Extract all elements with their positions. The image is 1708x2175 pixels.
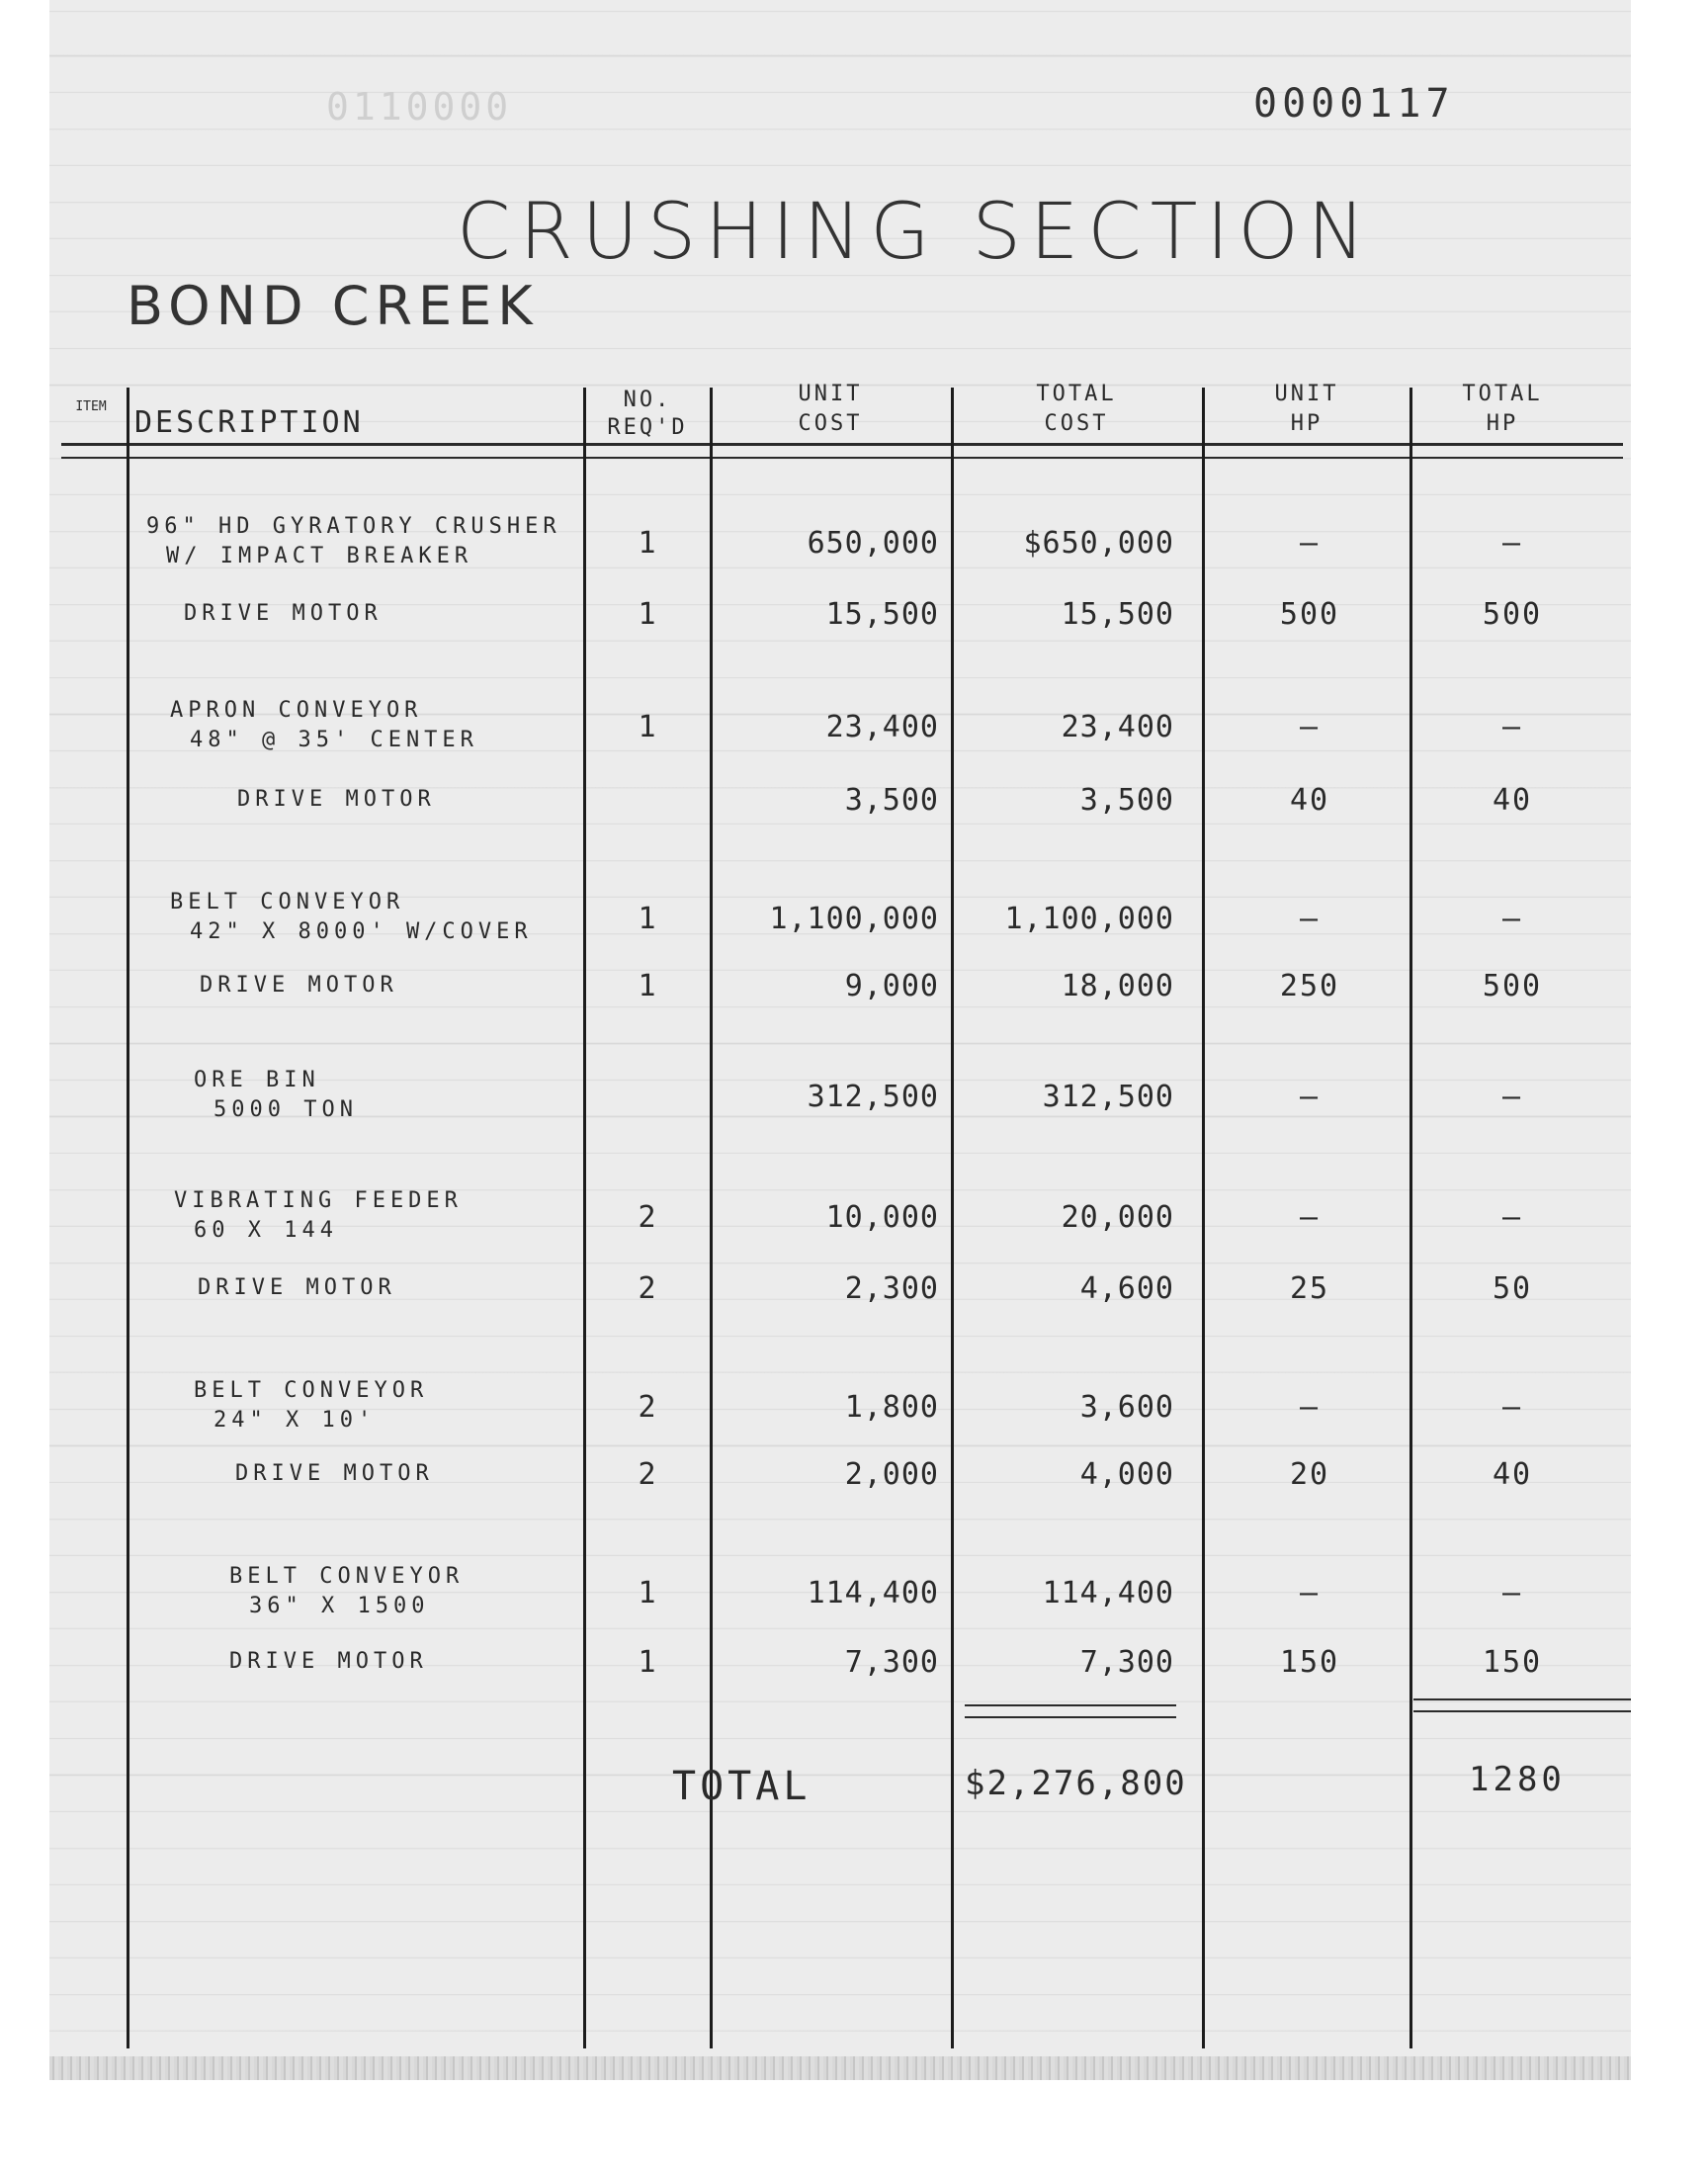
row-total-cost: $650,000 <box>1023 526 1174 561</box>
row-total-cost: 114,400 <box>1042 1576 1174 1610</box>
row-unit-cost: 2,300 <box>844 1271 939 1306</box>
row-total-cost: 4,000 <box>1079 1457 1174 1492</box>
row-description: DRIVE MOTOR <box>184 601 383 626</box>
row-unit-cost: 650,000 <box>807 526 939 561</box>
row-unit-hp: 40 <box>1289 783 1330 818</box>
row-unit-hp: — <box>1299 1576 1321 1610</box>
row-total-hp: 500 <box>1482 969 1543 1003</box>
row-description-detail: 42" X 8000' W/COVER <box>190 919 533 944</box>
row-qty: 1 <box>638 1645 657 1680</box>
row-total-hp: 500 <box>1482 597 1543 632</box>
row-unit-cost: 23,400 <box>825 710 939 744</box>
ghost-document-number: 0110000 <box>326 85 513 129</box>
header-description: DESCRIPTION <box>134 405 364 440</box>
row-description: DRIVE MOTOR <box>229 1649 428 1674</box>
grand-total-cost: $2,276,800 <box>965 1764 1187 1803</box>
row-total-cost: 4,600 <box>1079 1271 1174 1306</box>
row-unit-cost: 312,500 <box>807 1080 939 1114</box>
column-divider-unit-cost <box>951 388 954 2048</box>
header-total-hp-line1: TOTAL <box>1462 382 1543 406</box>
row-total-cost: 18,000 <box>1061 969 1174 1003</box>
row-unit-cost: 15,500 <box>825 597 939 632</box>
header-total-hp-line2: HP <box>1486 411 1519 436</box>
row-qty: 1 <box>638 969 657 1003</box>
header-unit-cost-line1: UNIT <box>798 382 863 406</box>
row-unit-hp: — <box>1299 710 1321 744</box>
row-total-cost: 7,300 <box>1079 1645 1174 1680</box>
row-description: ORE BIN <box>194 1068 320 1092</box>
column-divider-unit-hp <box>1409 388 1412 2048</box>
row-description: BELT CONVEYOR <box>229 1564 465 1589</box>
row-qty: 2 <box>638 1271 657 1306</box>
row-unit-hp: — <box>1299 902 1321 936</box>
row-total-hp: — <box>1501 1576 1523 1610</box>
header-qty-line2: REQ'D <box>607 415 688 440</box>
total-hp-underline-1 <box>1413 1698 1631 1700</box>
row-unit-cost: 10,000 <box>825 1200 939 1235</box>
row-total-hp: — <box>1501 902 1523 936</box>
row-total-cost: 1,100,000 <box>1004 902 1174 936</box>
row-total-cost: 3,500 <box>1079 783 1174 818</box>
total-label: TOTAL <box>672 1764 811 1809</box>
row-total-cost: 23,400 <box>1061 710 1174 744</box>
header-rule-bottom <box>61 457 1623 459</box>
row-description-detail: 5000 TON <box>214 1097 358 1122</box>
scan-edge-strip <box>49 2056 1631 2080</box>
header-unit-hp-line2: HP <box>1290 411 1324 436</box>
row-total-hp: — <box>1501 526 1523 561</box>
row-unit-hp: 250 <box>1279 969 1340 1003</box>
total-cost-underline-2 <box>965 1716 1176 1718</box>
row-qty: 1 <box>638 710 657 744</box>
row-description: DRIVE MOTOR <box>198 1275 396 1300</box>
row-description: 96" HD GYRATORY CRUSHER <box>146 514 561 539</box>
row-qty: 2 <box>638 1200 657 1235</box>
document-number: 0000117 <box>1253 81 1455 127</box>
row-qty: 1 <box>638 902 657 936</box>
row-unit-hp: — <box>1299 1080 1321 1114</box>
row-description: APRON CONVEYOR <box>170 698 423 723</box>
row-total-hp: — <box>1501 710 1523 744</box>
row-total-cost: 312,500 <box>1042 1080 1174 1114</box>
row-qty: 1 <box>638 597 657 632</box>
row-description-detail: 36" X 1500 <box>249 1594 430 1618</box>
column-divider-item <box>127 388 129 2048</box>
header-item: ITEM <box>75 399 107 414</box>
row-description-detail: 48" @ 35' CENTER <box>190 728 478 752</box>
total-cost-underline-1 <box>965 1704 1176 1706</box>
row-description-detail: 60 X 144 <box>194 1218 338 1243</box>
row-qty: 2 <box>638 1457 657 1492</box>
row-description: DRIVE MOTOR <box>237 787 436 812</box>
page-title: CRUSHING SECTION <box>457 188 1375 277</box>
row-unit-cost: 1,100,000 <box>769 902 939 936</box>
row-description-detail: 24" X 10' <box>214 1408 377 1433</box>
row-total-cost: 3,600 <box>1079 1390 1174 1425</box>
total-hp-underline-2 <box>1413 1710 1631 1712</box>
row-unit-cost: 7,300 <box>844 1645 939 1680</box>
row-unit-cost: 1,800 <box>844 1390 939 1425</box>
header-rule-top <box>61 443 1623 446</box>
row-description: DRIVE MOTOR <box>200 973 398 998</box>
row-unit-cost: 114,400 <box>807 1576 939 1610</box>
row-unit-cost: 9,000 <box>844 969 939 1003</box>
page-subtitle: BOND CREEK <box>127 275 539 337</box>
row-total-hp: — <box>1501 1390 1523 1425</box>
row-qty: 1 <box>638 1576 657 1610</box>
row-unit-cost: 2,000 <box>844 1457 939 1492</box>
row-qty: 2 <box>638 1390 657 1425</box>
row-unit-cost: 3,500 <box>844 783 939 818</box>
header-qty-line1: NO. <box>623 388 672 412</box>
row-total-hp: — <box>1501 1200 1523 1235</box>
row-unit-hp: — <box>1299 1200 1321 1235</box>
row-total-hp: — <box>1501 1080 1523 1114</box>
row-description-detail: W/ IMPACT BREAKER <box>166 544 473 568</box>
row-description: VIBRATING FEEDER <box>174 1188 463 1213</box>
row-unit-hp: 20 <box>1289 1457 1330 1492</box>
row-total-hp: 50 <box>1492 1271 1533 1306</box>
header-unit-hp-line1: UNIT <box>1274 382 1339 406</box>
row-unit-hp: 150 <box>1279 1645 1340 1680</box>
row-unit-hp: — <box>1299 526 1321 561</box>
row-unit-hp: 25 <box>1289 1271 1330 1306</box>
row-description: DRIVE MOTOR <box>235 1461 434 1486</box>
grand-total-hp: 1280 <box>1469 1760 1566 1799</box>
row-qty: 1 <box>638 526 657 561</box>
column-divider-description <box>583 388 586 2048</box>
row-unit-hp: — <box>1299 1390 1321 1425</box>
header-unit-cost-line2: COST <box>798 411 863 436</box>
row-total-cost: 15,500 <box>1061 597 1174 632</box>
row-unit-hp: 500 <box>1279 597 1340 632</box>
row-total-hp: 40 <box>1492 1457 1533 1492</box>
row-total-hp: 150 <box>1482 1645 1543 1680</box>
header-total-cost-line2: COST <box>1044 411 1109 436</box>
row-total-cost: 20,000 <box>1061 1200 1174 1235</box>
row-description: BELT CONVEYOR <box>194 1378 429 1403</box>
row-total-hp: 40 <box>1492 783 1533 818</box>
header-total-cost-line1: TOTAL <box>1036 382 1117 406</box>
row-description: BELT CONVEYOR <box>170 890 405 914</box>
column-divider-total-cost <box>1202 388 1205 2048</box>
